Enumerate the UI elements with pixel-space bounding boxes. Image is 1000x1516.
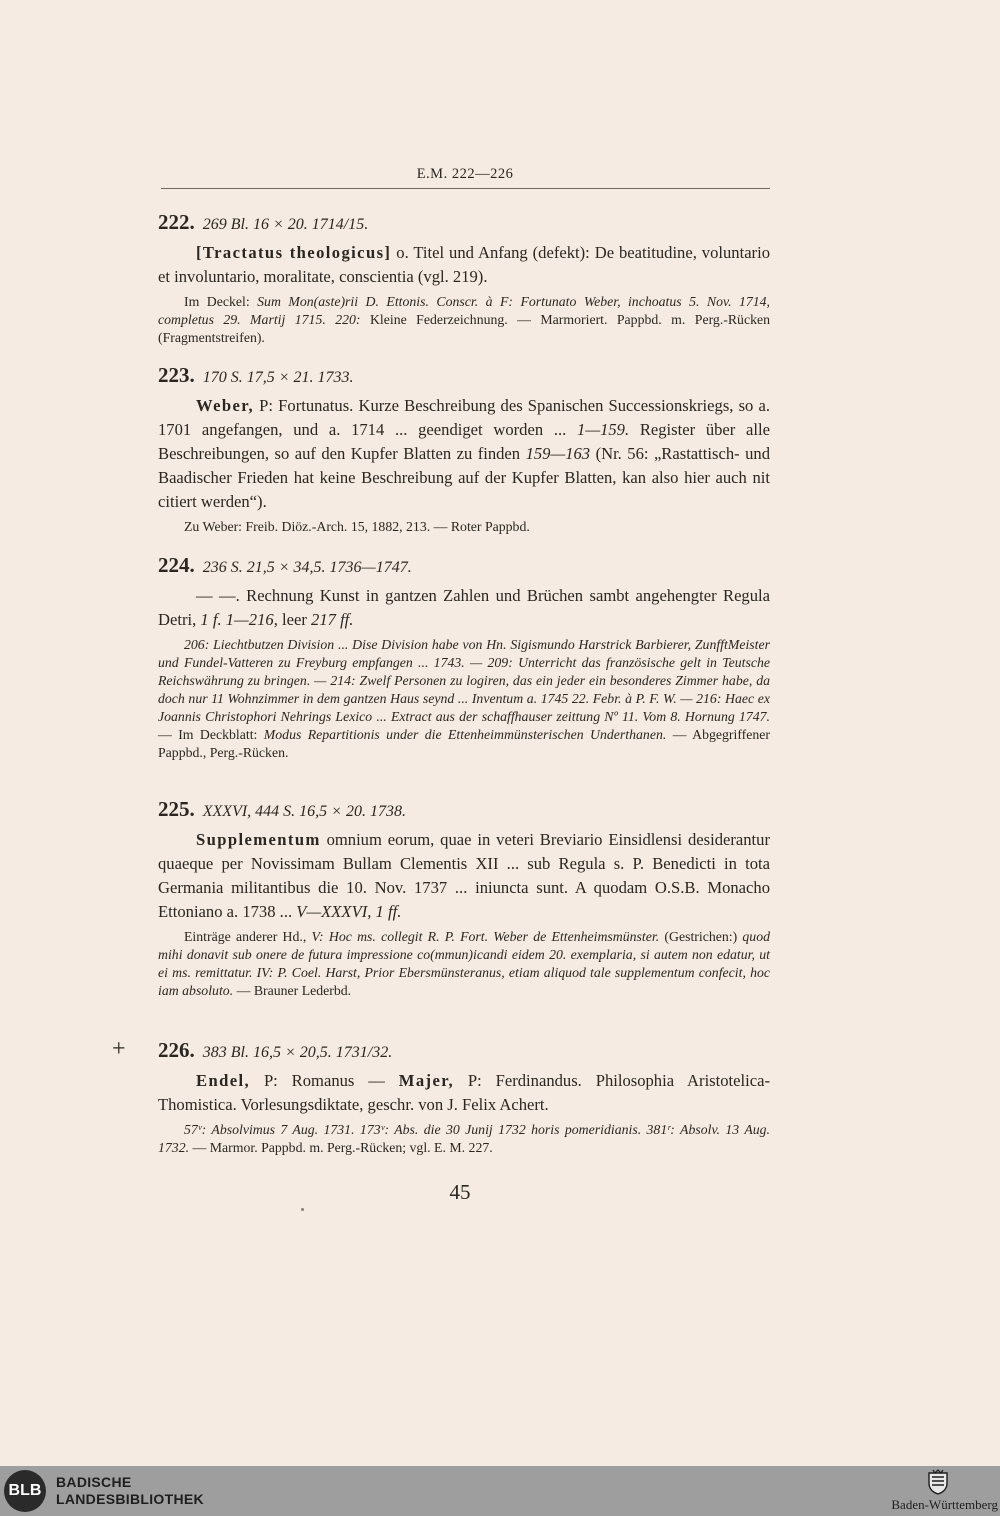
entry-body (158, 584, 770, 632)
entry-text: P: Romanus — (250, 1071, 399, 1090)
entry-226 (158, 1040, 770, 1157)
header-rule (161, 188, 770, 189)
note-text: — Brauner Lederbd. (233, 983, 352, 998)
entry-meta: 383 Bl. 16,5 × 20,5. 1731/32. (202, 1044, 393, 1061)
entry-lead: Supplementum (196, 830, 321, 849)
entry-225 (158, 799, 770, 1000)
note-text: — Marmor. Pappbd. m. Perg.-Rücken; vgl. E. M. 227. (189, 1140, 493, 1155)
entry-lead: Endel, (196, 1071, 251, 1090)
footer-bar (0, 1466, 1000, 1516)
entry-meta: 269 Bl. 16 × 20. 1714/15. (202, 216, 369, 233)
entry-body (158, 828, 770, 924)
entry-heading (158, 799, 770, 822)
entry-body (158, 394, 770, 514)
entry-text: Register über alle Beschreibungen, so auf den Kupfer Blatten zu finden (158, 420, 770, 463)
note-italic: Modus Repartitionis under die Ettenheimmünsterischen Underthanen. (263, 727, 667, 742)
entry-heading (158, 212, 770, 235)
entry-text: (Nr. 56: „Rastattisch- und Baadischer Frieden hat keine Beschreibung auf der Kupfer Blatten, kan also hier auch nit citiert werden“). (158, 444, 770, 511)
note-italic: 206: Liechtbutzen Division ... Dise Division habe von Hn. Sigismundo Harstrick Barbierer, ZunfftMeister und Fundel-Vatteren zu Freyburg empfangen ... 1743. — 209: Unterricht das französische gelt in Teutsche Reichswährung zu bringen. — 214: Zwelf Personen zu logiren, das ein jeder ein besonderes Zimmer habe, da doch nur 11 Wohnzimmer in dem gantzen Haus seynd ... Inventum a. 1745 22. Febr. à P. F. W. — 216: Haec ex Joannis Christophori Nehrings Lexico ... Extract aus der schaffhauser zeittung Nº 11. Vom 8. Hornung 1747. (158, 637, 770, 724)
entry-number: 226. (158, 1038, 195, 1062)
blb-logo-icon[interactable]: BLB (4, 1470, 46, 1512)
page-number: 45 (449, 1180, 471, 1204)
entry-text: omnium eorum, quae in veteri Breviario Einsidlensi desiderantur quaeque per Novissimam Bullam Clementis XII ... sub Regula s. P. Benedicti in tota Germania militantibus die 10. Nov. 1737 ... iniuncta sunt. A quodam O.S.B. Monacho Ettoniano a. 1738 ... (158, 830, 770, 921)
entry-body (158, 1069, 770, 1117)
note-text: Kleine Federzeichnung. — Marmoriert. Pappbd. m. Perg.-Rücken (Fragmentstreifen). (158, 312, 771, 345)
entry-italic: 159—163 (525, 444, 591, 463)
entry-text: P: Ferdinandus. Philosophia Aristotelica-Thomistica. Vorlesungsdiktate, geschr. von J. Felix Achert. (158, 1071, 770, 1114)
library-name[interactable] (56, 1474, 204, 1508)
entry-text: P: Fortunatus. Kurze Beschreibung des Spanischen Successionskriegs, so a. 1701 angefangen, und a. 1714 ... geendiget worden ... (158, 396, 770, 439)
note-text: Im Deckel: (184, 294, 258, 309)
entry-body (158, 241, 770, 289)
entry-text: o. Titel und Anfang (defekt): De beatitudine, voluntario et involuntario, moralitate, conscientia (vgl. 219). (158, 243, 770, 286)
entry-lead: [Tractatus theologicus] (196, 243, 392, 262)
entry-note (158, 928, 770, 1000)
entry-note (158, 636, 770, 762)
entry-number: 225. (158, 797, 195, 821)
note-text: Einträge anderer Hd., (184, 929, 312, 944)
entry-lead: Weber, (196, 396, 255, 415)
note-text: — Abgegriffener Pappbd., Perg.-Rücken. (158, 727, 771, 760)
entry-number: 223. (158, 363, 195, 387)
entry-italic: 217 ff. (311, 610, 354, 629)
entry-text: — —. Rechnung Kunst in gantzen Zahlen und Brüchen sambt angehengter Regula Detri, (158, 586, 770, 629)
entry-heading (158, 365, 770, 388)
running-header: E.M. 222—226 (416, 166, 514, 182)
entry-meta: XXXVI, 444 S. 16,5 × 20. 1738. (202, 803, 406, 820)
state-name: Baden-Württemberg (891, 1497, 998, 1512)
ink-spot (301, 1208, 304, 1211)
coat-of-arms-icon (927, 1469, 949, 1495)
entry-note: Zu Weber: Freib. Diöz.-Arch. 15, 1882, 213. — Roter Pappbd. (184, 519, 530, 534)
note-text: (Gestrichen:) (659, 929, 743, 944)
entry-223 (158, 365, 770, 536)
entry-meta: 236 S. 21,5 × 34,5. 1736—1747. (202, 559, 412, 576)
note-italic: Sum Mon(aste)rii D. Ettonis. Conscr. à F: Fortunato Weber, inchoatus 5. Nov. 1714, completus 29. Martij 1715. 220: (158, 294, 771, 327)
library-name-line2: LANDESBIBLIOTHEK (56, 1491, 204, 1507)
note-italic: 57ᵛ: Absolvimus 7 Aug. 1731. 173ᵛ: Abs. die 30 Junij 1732 horis pomeridianis. 381ʳ: Absolv. 13 Aug. 1732. (158, 1122, 770, 1155)
entry-note (158, 1121, 770, 1157)
entry-number: 224. (158, 553, 195, 577)
entry-italic: V—XXXVI, 1 ff. (296, 902, 402, 921)
entry-heading (158, 1040, 770, 1063)
entry-heading (158, 555, 770, 578)
entry-lead: Majer, (398, 1071, 455, 1090)
library-name-line1: BADISCHE (56, 1474, 132, 1490)
note-italic: V: Hoc ms. collegit R. P. Fort. Weber de Ettenheimsmünster. (311, 929, 660, 944)
entry-meta: 170 S. 17,5 × 21. 1733. (202, 369, 354, 386)
entry-note (158, 293, 770, 347)
entry-224 (158, 555, 770, 762)
entry-222 (158, 212, 770, 347)
entry-italic: 1 f. 1—216, (200, 610, 278, 629)
entry-italic: 1—159. (577, 420, 630, 439)
entry-text: leer (277, 610, 312, 629)
addition-marker: + (112, 1036, 126, 1062)
note-italic: quod mihi donavit sub onere de futura impressione co(mmun)icandi eidem 20. exemplaria, si autem non edatur, ut ei ms. remittatur. IV: P. Coel. Harst, Prior Ebersmünsteranus, etiam aliquod tale supplementum confecit, hoc iam absoluto. (158, 929, 770, 998)
entry-number: 222. (158, 210, 195, 234)
note-text: — Im Deckblatt: (158, 727, 264, 742)
